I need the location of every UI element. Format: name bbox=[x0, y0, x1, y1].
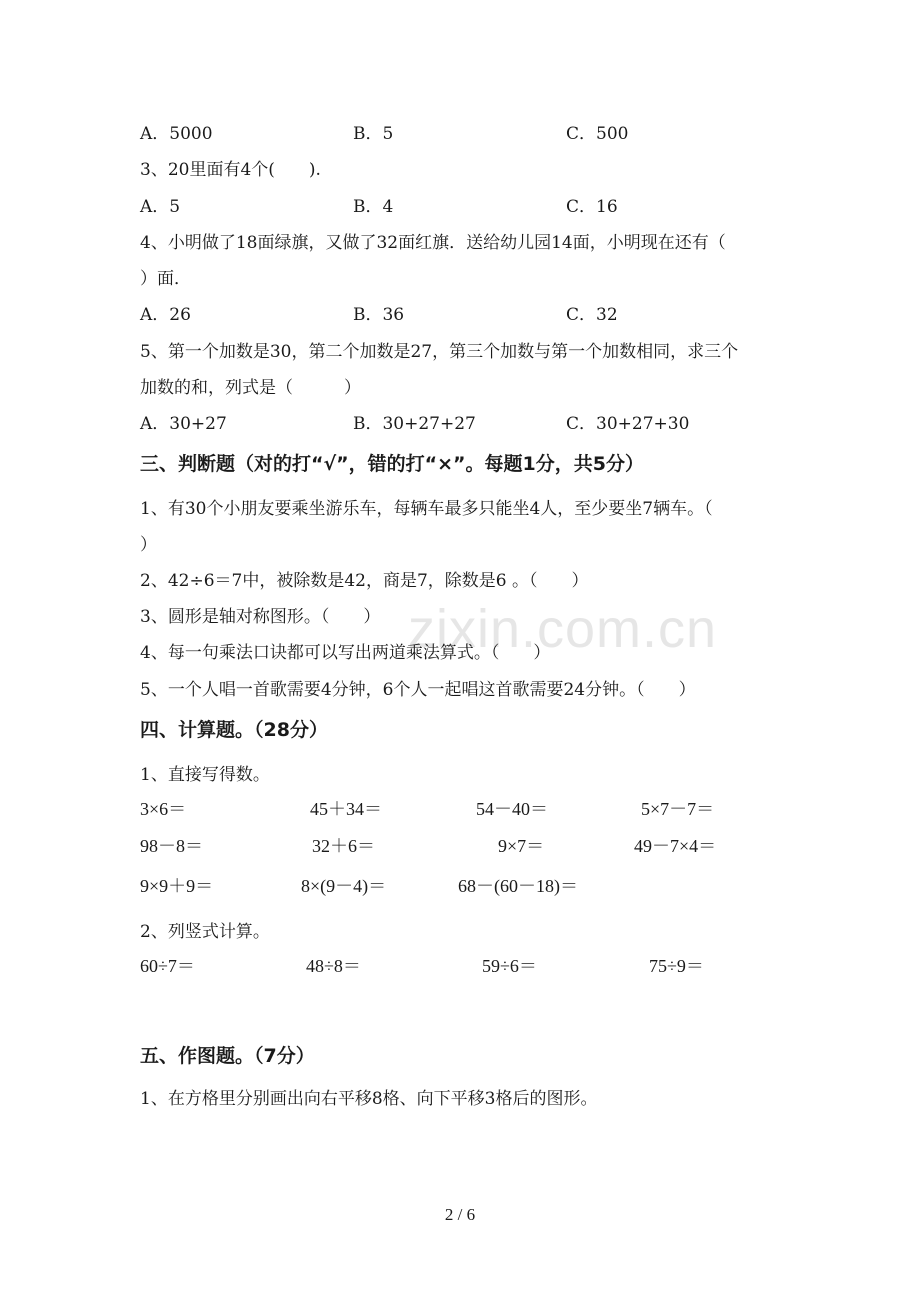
q5-option-a: A．30+27 bbox=[140, 414, 227, 434]
q5-text-line2: 加数的和，列式是（ ） bbox=[140, 378, 361, 398]
judge-item-1: 1、有30个小朋友要乘坐游乐车，每辆车最多只能坐4人，至少要坐7辆车。（ bbox=[140, 499, 713, 519]
q2-option-b: B．5 bbox=[353, 124, 394, 144]
q4-text-line1: 4、小明做了18面绿旗，又做了32面红旗．送给幼儿园14面，小明现在还有（ bbox=[140, 233, 726, 253]
calc-r4-2: 48÷8＝ bbox=[306, 956, 361, 976]
q4-option-b: B．36 bbox=[353, 305, 405, 325]
q2-option-a: A．5000 bbox=[140, 124, 213, 144]
judge-item-5: 5、一个人唱一首歌需要4分钟，6个人一起唱这首歌需要24分钟。（ ） bbox=[140, 680, 696, 700]
calc-r4-1: 60÷7＝ bbox=[140, 956, 195, 976]
judge-item-4: 4、每一句乘法口诀都可以写出两道乘法算式。（ ） bbox=[140, 643, 551, 663]
judge-item-2: 2、42÷6＝7中，被除数是42，商是7，除数是6 。（ ） bbox=[140, 571, 589, 591]
calc-r1-2: 45＋34＝ bbox=[310, 799, 382, 819]
q3-text: 3、20里面有4个( ). bbox=[140, 160, 321, 180]
section4-heading: 四、计算题。（28分） bbox=[140, 719, 328, 741]
q4-option-a: A．26 bbox=[140, 305, 191, 325]
calc-r2-4: 49－7×4＝ bbox=[634, 836, 717, 856]
judge-item-1-cont: ） bbox=[140, 535, 157, 555]
q5-option-b: B．30+27+27 bbox=[353, 414, 476, 434]
calc-r3-3: 68－(60－18)＝ bbox=[458, 876, 578, 896]
calc-sub1: 1、直接写得数。 bbox=[140, 765, 270, 785]
calc-r4-3: 59÷6＝ bbox=[482, 956, 537, 976]
judge-item-3: 3、圆形是轴对称图形。（ ） bbox=[140, 607, 381, 627]
watermark: zixin.com.cn bbox=[408, 599, 718, 659]
calc-r1-4: 5×7－7＝ bbox=[641, 799, 715, 819]
calc-r2-2: 32＋6＝ bbox=[312, 836, 375, 856]
q4-text-line2: ）面． bbox=[140, 269, 191, 289]
q3-option-a: A．5 bbox=[140, 197, 181, 217]
calc-r3-1: 9×9＋9＝ bbox=[140, 876, 214, 896]
page-number: 2 / 6 bbox=[444, 1205, 476, 1224]
q2-option-c: C．500 bbox=[566, 124, 629, 144]
q5-text-line1: 5、第一个加数是30，第二个加数是27，第三个加数与第一个加数相同，求三个 bbox=[140, 342, 739, 362]
calc-r1-3: 54－40＝ bbox=[476, 799, 548, 819]
section5-heading: 五、作图题。（7分） bbox=[140, 1045, 315, 1067]
calc-r2-3: 9×7＝ bbox=[498, 836, 545, 856]
section3-heading: 三、判断题（对的打“√”，错的打“×”。每题1分，共5分） bbox=[140, 453, 644, 475]
calc-r2-1: 98－8＝ bbox=[140, 836, 203, 856]
calc-r1-1: 3×6＝ bbox=[140, 799, 187, 819]
draw-item-1: 1、在方格里分别画出向右平移8格、向下平移3格后的图形。 bbox=[140, 1089, 598, 1109]
calc-r3-2: 8×(9－4)＝ bbox=[301, 876, 387, 896]
q3-option-b: B．4 bbox=[353, 197, 394, 217]
q5-option-c: C．30+27+30 bbox=[566, 414, 690, 434]
calc-r4-4: 75÷9＝ bbox=[649, 956, 704, 976]
calc-sub2: 2、列竖式计算。 bbox=[140, 922, 270, 942]
q3-option-c: C．16 bbox=[566, 197, 618, 217]
q4-option-c: C．32 bbox=[566, 305, 618, 325]
